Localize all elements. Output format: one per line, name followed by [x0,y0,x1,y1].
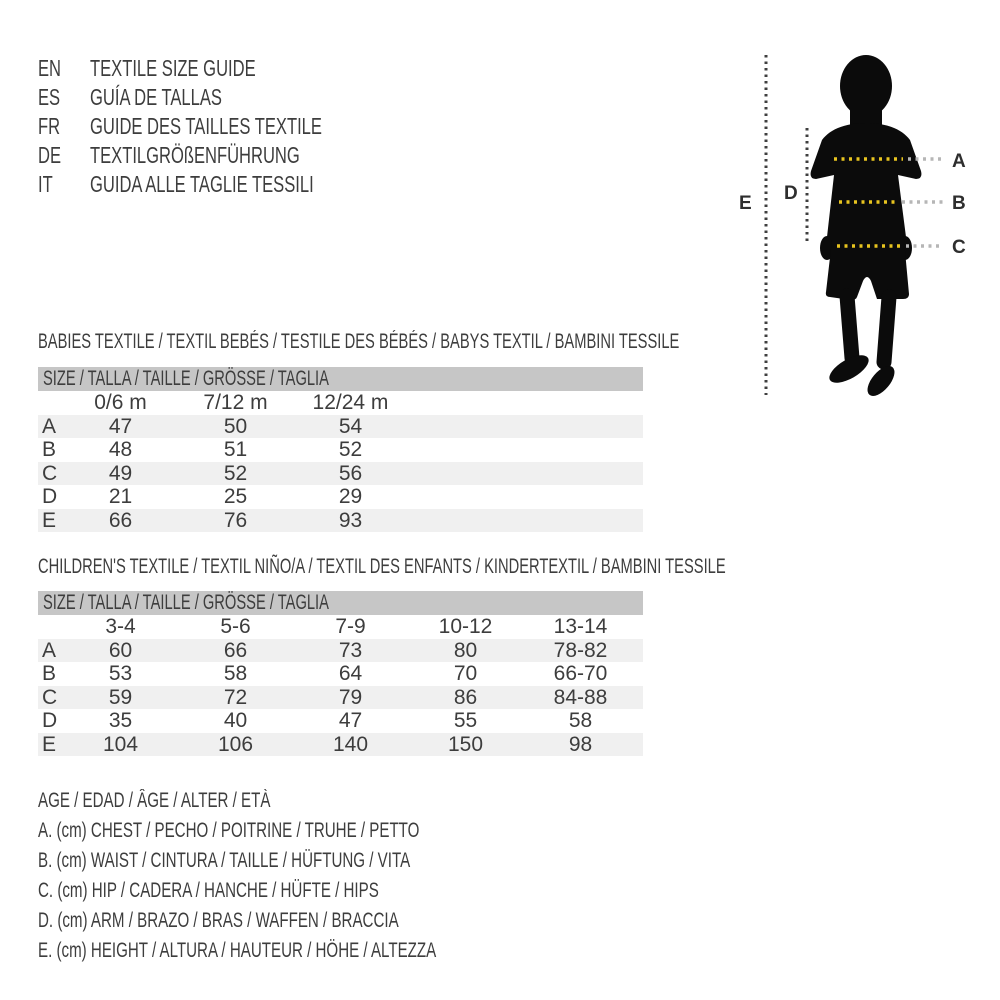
language-code-text: IT [38,171,53,197]
value-cell: 56 [338,461,363,485]
babies-table-header-bar [38,367,643,391]
value-cell: 98 [568,732,593,756]
row-label: A [42,414,57,438]
row-label: A [42,638,57,662]
children-size-table [38,591,643,756]
value-cell: 52 [223,461,248,485]
legend-line-age-text: AGE / EDAD / ÂGE / ALTER / ETÀ [38,789,271,812]
column-header: 3-4 [105,615,136,638]
value-cell: 80 [453,638,478,662]
language-title-text: TEXTILE SIZE GUIDE [90,55,256,81]
measure-label-c: C [952,237,966,258]
language-code-text: EN [38,55,62,81]
value-cell: 76 [223,508,248,532]
value-cell: 49 [108,461,133,485]
legend-line-age [38,786,591,816]
measure-label-e: E [739,193,752,214]
column-header: 7/12 m [203,391,268,414]
value-cell: 59 [108,685,133,709]
table-row-e [38,509,643,533]
language-title-text: GUÍA DE TALLAS [90,84,222,110]
legend-line-arm-text: D. (cm) ARM / BRAZO / BRAS / WAFFEN / BRACCIA [38,909,399,932]
table-row-c [38,462,643,486]
legend-line-waist [38,846,591,876]
row-label: E [42,508,57,532]
row-label: C [42,461,58,485]
column-header: 5-6 [220,615,251,638]
language-title [90,84,273,110]
value-cell: 58 [223,662,248,685]
language-code-text: ES [38,84,61,110]
legend-line-chest [38,816,591,846]
value-cell: 50 [223,414,248,438]
language-code-text: FR [38,113,61,139]
babies-size-header-text: SIZE / TALLA / TAILLE / GRÖSSE / TAGLIA [43,367,329,390]
value-cell: 51 [223,438,248,461]
legend-line-height [38,936,591,966]
value-cell: 21 [108,485,133,508]
babies-section-title-text: BABIES TEXTILE / TEXTIL BEBÉS / TESTILE DES BÉBÉS / BABYS TEXTIL / BAMBINI TESSILE [38,330,680,353]
row-label: D [42,709,58,732]
value-cell: 70 [453,662,478,685]
table-row-d [38,485,643,509]
language-code [38,170,90,199]
legend-line-chest-text: A. (cm) CHEST / PECHO / POITRINE / TRUHE / PETTO [38,819,420,842]
row-label: E [42,732,57,756]
value-cell: 79 [338,685,363,709]
value-cell: 47 [108,414,133,438]
babies-section-title [38,330,954,354]
value-cell: 52 [338,438,363,461]
value-cell: 53 [108,662,133,685]
legend-line-height-text: E. (cm) HEIGHT / ALTURA / HAUTEUR / HÖHE / ALTEZZA [38,939,437,962]
value-cell: 86 [453,685,478,709]
measure-label-b: B [952,193,966,214]
value-cell: 66 [108,508,133,532]
value-cell: 47 [338,709,363,732]
column-header: 7-9 [335,615,366,638]
language-code-text: DE [38,142,62,168]
table-row-a [38,639,643,663]
legend-line-hip-text: C. (cm) HIP / CADERA / HANCHE / HÜFTE / HIPS [38,879,379,902]
value-cell: 78-82 [553,638,608,662]
children-section-title [38,555,1000,579]
value-cell: 140 [332,732,369,756]
language-title [90,171,401,197]
legend-line-arm [38,906,591,936]
language-code [38,54,90,83]
language-title [90,142,381,168]
language-code [38,141,90,170]
value-cell: 93 [338,508,363,532]
column-header: 10-12 [438,615,493,638]
table-row-a [38,415,643,439]
measure-label-a: A [952,151,966,172]
value-cell: 66 [223,638,248,662]
value-cell: 60 [108,638,133,662]
language-title-text: GUIDE DES TAILLES TEXTILE [90,113,322,139]
legend-line-hip [38,876,591,906]
value-cell: 72 [223,685,248,709]
value-cell: 40 [223,709,248,732]
row-label: C [42,685,58,709]
value-cell: 29 [338,485,363,508]
legend-line-waist-text: B. (cm) WAIST / CINTURA / TAILLE / HÜFTUNG / VITA [38,849,411,872]
table-row-d [38,709,643,733]
value-cell: 25 [223,485,248,508]
table-row-c [38,686,643,710]
language-title-text: GUIDA ALLE TAGLIE TESSILI [90,171,314,197]
babies-column-header-row [38,391,643,415]
value-cell: 58 [568,709,593,732]
babies-size-table [38,367,643,532]
language-code [38,112,90,141]
row-label: B [42,438,57,461]
children-column-header-row [38,615,643,639]
language-code [38,83,90,112]
column-header: 13-14 [553,615,608,638]
language-row [38,83,412,112]
value-cell: 104 [102,732,139,756]
value-cell: 66-70 [553,662,608,685]
column-header: 12/24 m [312,391,389,414]
language-header [38,54,412,199]
language-title [90,55,320,81]
language-title [90,113,412,139]
language-title-text: TEXTILGRÖßENFÜHRUNG [90,142,300,168]
value-cell: 48 [108,438,133,461]
language-row [38,112,412,141]
value-cell: 55 [453,709,478,732]
measurement-legend [38,786,591,966]
row-label: B [42,662,57,685]
language-row [38,141,412,170]
language-row [38,54,412,83]
column-header: 0/6 m [94,391,147,414]
value-cell: 73 [338,638,363,662]
measure-label-d: D [784,183,798,204]
children-size-header-text: SIZE / TALLA / TAILLE / GRÖSSE / TAGLIA [43,591,329,614]
row-label: D [42,485,58,508]
children-section-title-text: CHILDREN'S TEXTILE / TEXTIL NIÑO/A / TEXTIL DES ENFANTS / KINDERTEXTIL / BAMBINI TESSILE [38,555,726,578]
table-row-b [38,662,643,686]
value-cell: 150 [447,732,484,756]
children-table-header-bar [38,591,643,615]
value-cell: 64 [338,662,363,685]
value-cell: 54 [338,414,363,438]
value-cell: 106 [217,732,254,756]
table-row-e [38,733,643,757]
language-row [38,170,412,199]
table-row-b [38,438,643,462]
value-cell: 84-88 [553,685,608,709]
value-cell: 35 [108,709,133,732]
